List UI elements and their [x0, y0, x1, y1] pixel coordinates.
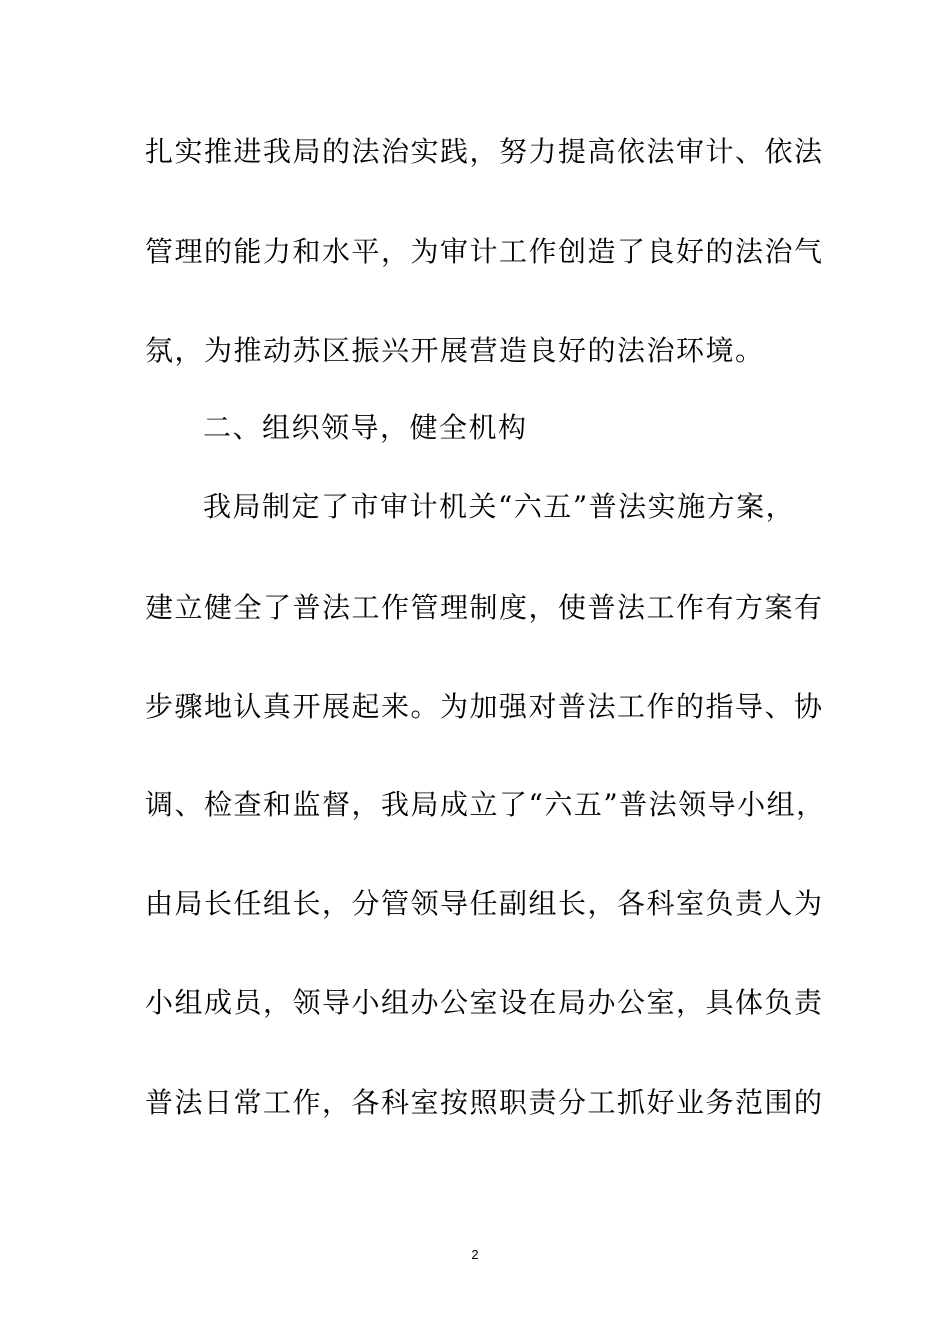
text-line: 管理的能力和水平，为审计工作创造了良好的法治气	[145, 235, 824, 268]
text-line: 建立健全了普法工作管理制度，使普法工作有方案有	[145, 591, 824, 624]
text-line: 氛，为推动苏区振兴开展营造良好的法治环境。	[145, 334, 765, 367]
text-line: 由局长任组长，分管领导任副组长，各科室负责人为	[145, 887, 824, 920]
text-line: 普法日常工作，各科室按照职责分工抓好业务范围的	[145, 1086, 824, 1119]
text-line: 扎实推进我局的法治实践，努力提高依法审计、依法	[145, 135, 824, 168]
text-line: 步骤地认真开展起来。为加强对普法工作的指导、协	[145, 690, 824, 723]
text-line: 调、检查和监督，我局成立了“六五”普法领导小组，	[145, 788, 826, 821]
section-heading: 二、组织领导，健全机构	[203, 411, 528, 444]
text-line: 我局制定了市审计机关“六五”普法实施方案，	[203, 490, 796, 523]
text-line: 小组成员，领导小组办公室设在局办公室，具体负责	[145, 986, 824, 1019]
page-number: 2	[471, 1247, 479, 1262]
